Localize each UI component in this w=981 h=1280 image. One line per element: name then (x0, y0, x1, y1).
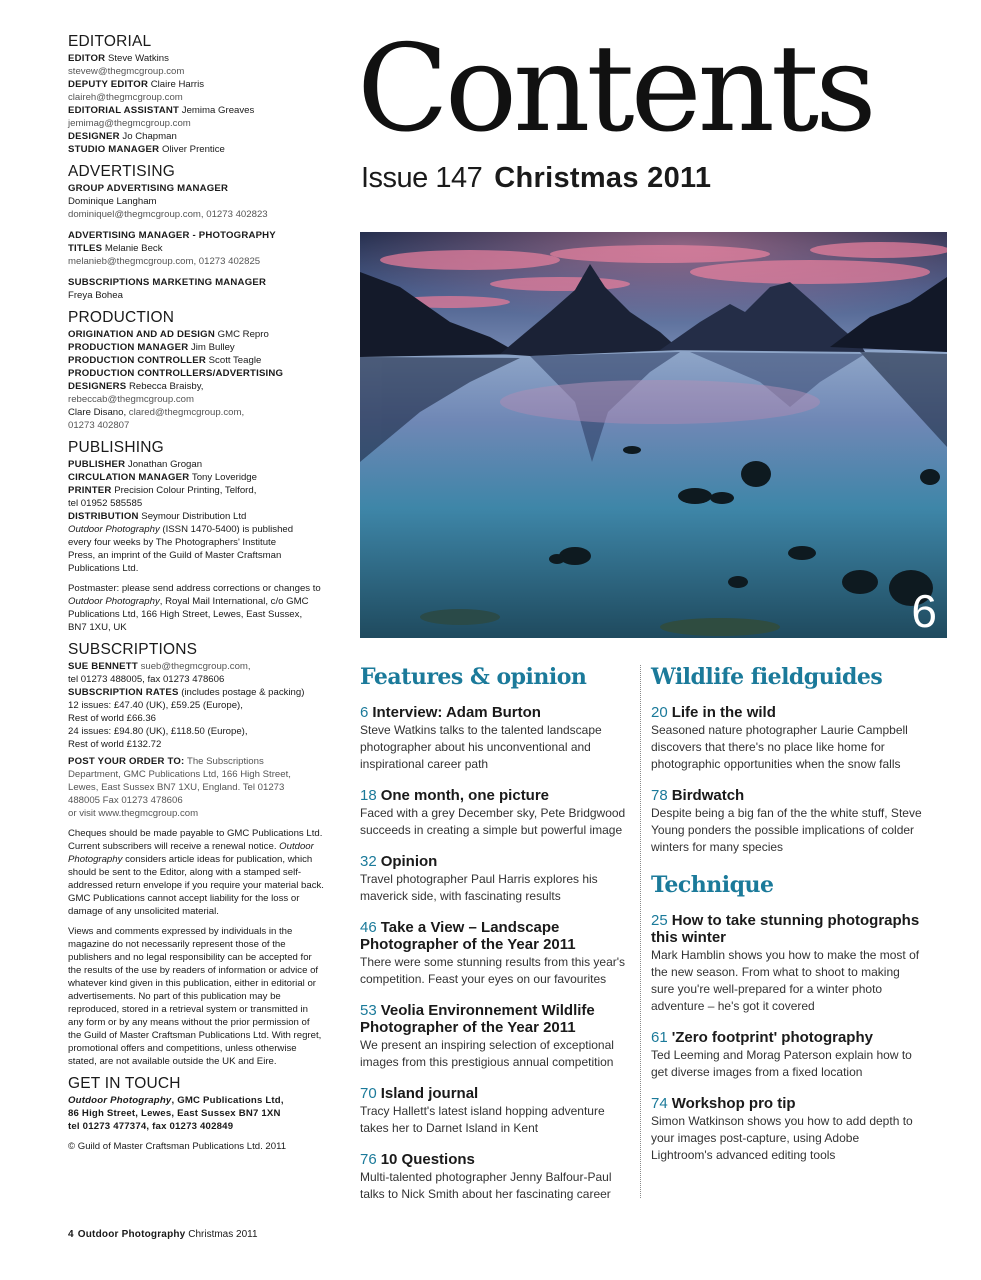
entry-page: 70 (360, 1085, 377, 1102)
entry-description: Faced with a grey December sky, Pete Bridgwood succeeds in creating a simple but powerful image (360, 806, 626, 837)
entry-title: Workshop pro tip (671, 1095, 796, 1112)
notice-text: (ISSN 1470-5400) is published every four weeks by The Photographers' Institute Press, an imprint of the Guild of Master Craftsman Publications Ltd. (68, 524, 294, 574)
production-section (68, 309, 330, 432)
publication-title: Outdoor Photography (68, 841, 314, 865)
role-label: DEPUTY EDITOR (68, 79, 149, 90)
section-heading-features: Features & opinion (360, 664, 587, 690)
address-text: 86 High Street, Lewes, East Sussex BN7 1XN (68, 1108, 281, 1119)
entry-description: Ted Leeming and Morag Paterson explain how to get diverse images from a fixed location (651, 1048, 912, 1079)
entry-page: 20 (651, 704, 668, 721)
person-name: Jemima Greaves (181, 105, 255, 116)
email-text: clared@thegmcgroup.com, (128, 407, 245, 418)
contact-text: dominiquel@thegmcgroup.com, 01273 402823 (68, 209, 268, 220)
rates-note: (includes postage & packing) (181, 687, 305, 698)
contents-entry[interactable] (360, 919, 628, 988)
person-name: GMC Repro (217, 329, 269, 340)
entry-title: 10 Questions (380, 1151, 475, 1168)
notice-text: , Royal Mail International, c/o GMC Publications Ltd, 166 High Street, Lewes, East Sussex, BN7 1XU, UK (68, 596, 309, 633)
publication-title: Outdoor Photography (68, 596, 160, 607)
advertising-section (68, 163, 330, 302)
entry-title: Life in the wild (671, 704, 776, 721)
publishing-section (68, 439, 330, 634)
postmaster-notice (68, 582, 323, 634)
entry-description: Despite being a big fan of the the white stuff, Steve Young ponders the possible implications of colder winters for many species (651, 806, 922, 854)
contents-entry[interactable] (651, 1095, 923, 1164)
role-label: EDITORIAL ASSISTANT (68, 105, 180, 116)
cover-photo[interactable] (360, 232, 947, 638)
contents-entry[interactable] (651, 787, 923, 856)
email-text: jemimag@thegmcgroup.com (68, 118, 191, 129)
entry-description: Seasoned nature photographer Laurie Campbell discovers that there's no place like home for photographic opportunities when the snow falls (651, 723, 908, 771)
company-name: Seymour Distribution Ltd (141, 511, 247, 522)
entry-description: Simon Watkinson shows you how to add depth to your images post-capture, using Adobe Lightroom's advanced editing tools (651, 1114, 913, 1162)
email-text: sueb@thegmcgroup.com, (140, 661, 251, 672)
notice-text: considers article ideas for publication, which should be sent to the Editor, along with a stamped self-addressed return envelope if you require your material back. GMC Publications cannot accept liability for the loss or damage of any unsolicited material. (68, 854, 324, 917)
rate-line: 12 issues: £47.40 (UK), £59.25 (Europe), (68, 700, 243, 711)
rate-line: 24 issues: £94.80 (UK), £118.50 (Europe), (68, 726, 248, 737)
entry-title: Take a View – Landscape Photographer of the Year 2011 (360, 919, 576, 953)
role-label: DISTRIBUTION (68, 511, 139, 522)
contents-entry[interactable] (651, 704, 923, 773)
section-title-subscriptions: SUBSCRIPTIONS (68, 641, 198, 658)
address-text: , GMC Publications Ltd, (171, 1095, 284, 1106)
role-label: PRODUCTION CONTROLLERS/ADVERTISING (68, 368, 284, 379)
masthead-sidebar (68, 33, 330, 1160)
role-label: DESIGNER (68, 131, 120, 142)
phone-text: tel 01273 477374, fax 01273 402849 (68, 1121, 234, 1132)
contents-entry[interactable] (360, 787, 628, 839)
person-name: Jo Chapman (122, 131, 177, 142)
entry-title: How to take stunning photographs this winter (651, 912, 920, 946)
entry-description: Mark Hamblin shows you how to make the most of the new season. From what to shoot to making sure you're well-prepared for a winter photo adventure – he's got it covered (651, 948, 920, 1013)
role-label: PRODUCTION MANAGER (68, 342, 189, 353)
section-title-publishing: PUBLISHING (68, 439, 164, 456)
address-text: The Subscriptions Department, GMC Publications Ltd, 166 High Street, Lewes, East Sussex BN7 1XU, England. Tel 01273 488005 Fax 01273 478606 (68, 756, 291, 806)
column-divider (640, 665, 641, 1198)
role-label: PUBLISHER (68, 459, 126, 470)
issue-number: Issue 147 (361, 162, 483, 194)
contact-text: melanieb@thegmcgroup.com, 01273 402825 (68, 256, 261, 267)
entry-page: 61 (651, 1029, 668, 1046)
role-label: CIRCULATION MANAGER (68, 472, 190, 483)
section-title-production: PRODUCTION (68, 309, 175, 326)
role-label: PRODUCTION CONTROLLER (68, 355, 206, 366)
contents-entry[interactable] (651, 912, 923, 1015)
person-name: Jim Bulley (191, 342, 235, 353)
contents-entry[interactable] (651, 1029, 923, 1081)
entry-description: Steve Watkins talks to the talented landscape photographer about his unconventional and inspirational career path (360, 723, 602, 771)
phone-text: 01273 402807 (68, 420, 130, 431)
role-label: TITLES (68, 243, 103, 254)
email-text: stevew@thegmcgroup.com (68, 66, 185, 77)
role-label: ADVERTISING MANAGER - PHOTOGRAPHY (68, 230, 276, 241)
contents-entry[interactable] (360, 1085, 628, 1137)
contents-entry[interactable] (360, 704, 628, 773)
wildlife-technique-column (651, 662, 923, 1178)
issue-season: Christmas 2011 (494, 162, 712, 194)
person-name: Steve Watkins (107, 53, 169, 64)
copyright-text: © Guild of Master Craftsman Publications Ltd. 2011 (68, 1141, 287, 1152)
person-name: Oliver Prentice (161, 144, 225, 155)
role-label: SUBSCRIPTION RATES (68, 687, 179, 698)
role-label: GROUP ADVERTISING MANAGER (68, 183, 229, 194)
landscape-image (360, 232, 947, 638)
person-name: Freya Bohea (68, 290, 123, 301)
entry-title: Birdwatch (671, 787, 745, 804)
email-text: claireh@thegmcgroup.com (68, 92, 183, 103)
section-title-get-in-touch: GET IN TOUCH (68, 1075, 181, 1092)
entry-page: 18 (360, 787, 377, 804)
person-name: Scott Teagle (208, 355, 262, 366)
section-title-editorial: EDITORIAL (68, 33, 152, 50)
publication-title: Outdoor Photography (68, 1095, 172, 1106)
role-label: STUDIO MANAGER (68, 144, 160, 155)
order-address (68, 755, 313, 807)
contents-entry[interactable] (360, 853, 628, 905)
subscriptions-section (68, 641, 330, 1068)
role-label: SUBSCRIPTIONS MARKETING MANAGER (68, 277, 267, 288)
get-in-touch-section (68, 1075, 330, 1153)
entry-page: 78 (651, 787, 668, 804)
page-title: Contents (357, 20, 873, 159)
entry-description: There were some stunning results from this year's competition. Feast your eyes on our favourites (360, 955, 626, 986)
issue-line (361, 160, 711, 196)
section-heading-wildlife: Wildlife fieldguides (651, 664, 883, 690)
entry-page: 76 (360, 1151, 377, 1168)
footer-page-number: 4 (68, 1229, 74, 1240)
entry-description: Travel photographer Paul Harris explores his maverick side, with fascinating results (360, 872, 598, 903)
entry-title: Veolia Environnement Wildlife Photographer of the Year 2011 (360, 1002, 595, 1036)
section-title-advertising: ADVERTISING (68, 163, 175, 180)
publication-title: Outdoor Photography (68, 524, 160, 535)
entry-title: 'Zero footprint' photography (671, 1029, 873, 1046)
features-column (360, 662, 628, 1217)
role-label: SUE BENNETT (68, 661, 138, 672)
section-heading-technique: Technique (651, 872, 774, 898)
notice-text: Postmaster: please send address corrections or changes to (68, 583, 321, 594)
person-name: Melanie Beck (104, 243, 163, 254)
entry-title: Interview: Adam Burton (372, 704, 541, 721)
cheques-notice (68, 827, 326, 918)
role-label: ORIGINATION AND AD DESIGN (68, 329, 215, 340)
publication-notice (68, 523, 303, 575)
entry-page: 74 (651, 1095, 668, 1112)
entry-title: Island journal (380, 1085, 479, 1102)
person-name: Tony Loveridge (191, 472, 257, 483)
entry-description: Tracy Hallett's latest island hopping adventure takes her to Darnet Island in Kent (360, 1104, 605, 1135)
order-website: or visit www.thegmcgroup.com (68, 808, 199, 819)
person-name: Clare Disano, (68, 407, 127, 418)
phone-text: tel 01952 585585 (68, 498, 143, 509)
role-label: POST YOUR ORDER TO: (68, 756, 185, 767)
rate-line: Rest of world £66.36 (68, 713, 156, 724)
entry-page: 53 (360, 1002, 377, 1019)
entry-description: We present an inspiring selection of exceptional images from this prestigious annual competition (360, 1038, 614, 1069)
footer-magazine: Outdoor Photography (77, 1229, 186, 1240)
person-name: Claire Harris (150, 79, 205, 90)
disclaimer-text: Views and comments expressed by individuals in the magazine do not necessarily represent those of the publishers and no legal responsibility can be accepted for the results of the use by readers of information or advice of whatever kind given in this publication, either in editorial or advertisements. No part of this publication may be reproduced, stored in a retrieval system or transmitted in any form or by any means without the prior permission of the Guild of Master Craftsman Publications Ltd. With regret, promotional offers and competitions, unless otherwise stated, are not available outside the UK and Eire. (68, 926, 322, 1067)
entry-title: One month, one picture (380, 787, 550, 804)
footer-issue: Christmas 2011 (188, 1229, 258, 1240)
editorial-section (68, 33, 330, 156)
person-name: Dominique Langham (68, 196, 157, 207)
page-footer (68, 1228, 258, 1242)
phone-text: tel 01273 488005, fax 01273 478606 (68, 674, 225, 685)
entry-page: 46 (360, 919, 377, 936)
notice-text: Cheques should be made payable to GMC Publications Ltd. Current subscribers will receive a renewal notice. (68, 828, 323, 852)
contents-entry[interactable] (360, 1151, 628, 1203)
photo-page-number: 6 (911, 585, 937, 637)
person-name: Rebecca Braisby, (128, 381, 204, 392)
contents-entry[interactable] (360, 1002, 628, 1071)
role-label: PRINTER (68, 485, 112, 496)
rate-line: Rest of world £132.72 (68, 739, 162, 750)
entry-page: 6 (360, 704, 369, 721)
role-label: EDITOR (68, 53, 106, 64)
entry-description: Multi-talented photographer Jenny Balfour-Paul talks to Nick Smith about her fascinating career (360, 1170, 612, 1201)
entry-page: 25 (651, 912, 668, 929)
entry-title: Opinion (380, 853, 438, 870)
entry-page: 32 (360, 853, 377, 870)
company-name: Precision Colour Printing, Telford, (114, 485, 257, 496)
role-label: DESIGNERS (68, 381, 127, 392)
person-name: Jonathan Grogan (127, 459, 203, 470)
email-text: rebeccab@thegmcgroup.com (68, 394, 194, 405)
